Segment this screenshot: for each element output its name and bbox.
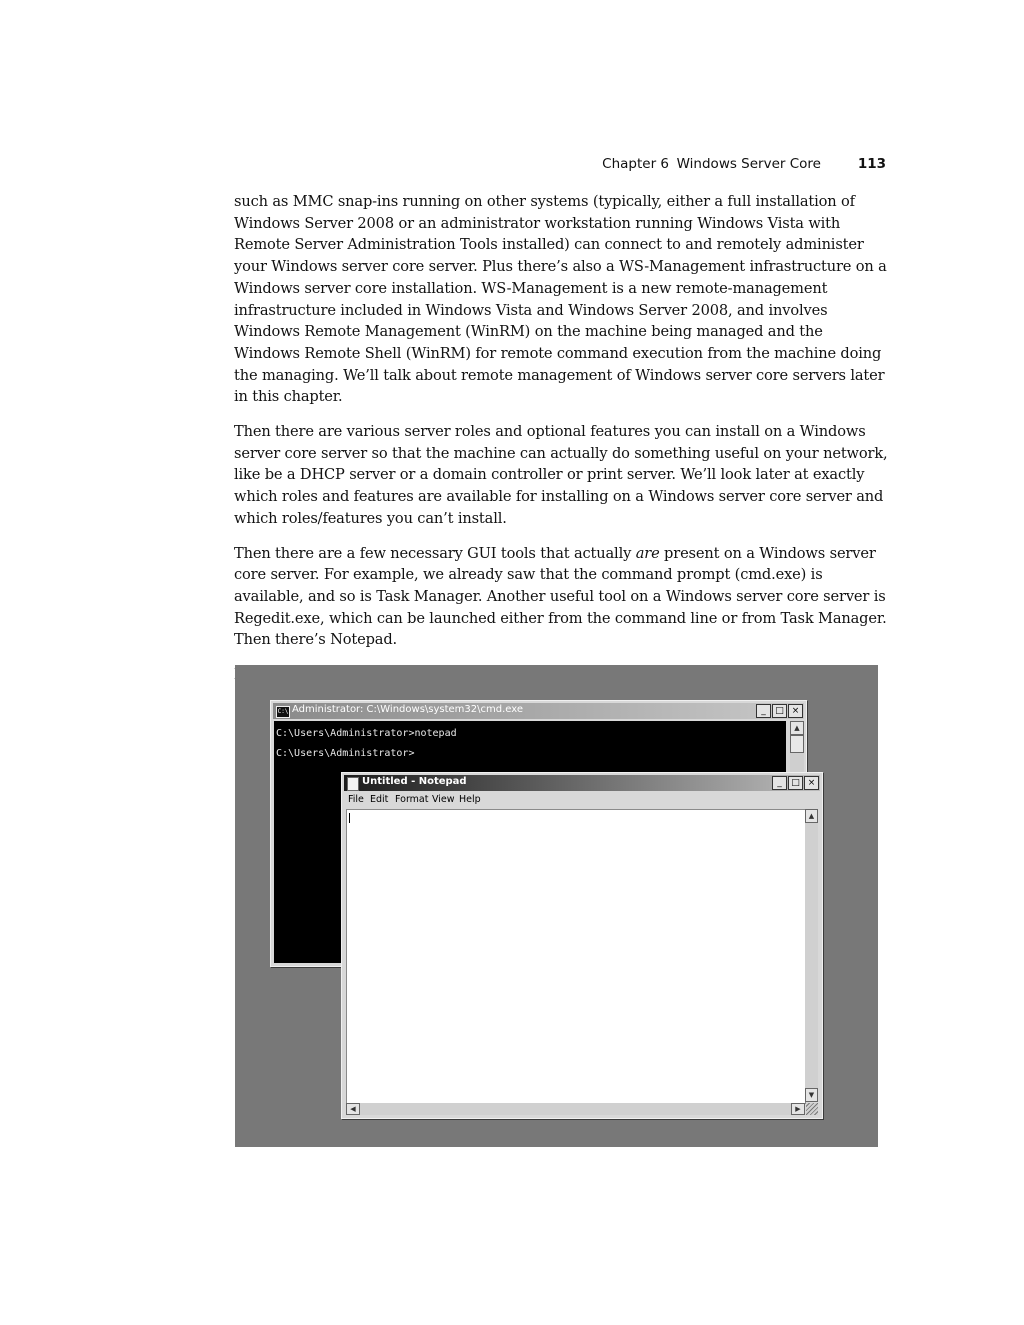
notepad-titlebar[interactable]: [344, 775, 820, 791]
menu-edit[interactable]: Edit: [370, 794, 389, 805]
chapter-label: Chapter 6: [602, 156, 669, 172]
running-head: [560, 156, 886, 176]
paragraph-3: [234, 543, 889, 652]
notepad-text-area[interactable]: [346, 809, 806, 1104]
cmd-close-button[interactable]: ×: [788, 704, 803, 718]
cmd-title: Administrator: C:\Windows\system32\cmd.exe: [292, 704, 524, 715]
notepad-scroll-down-button[interactable]: ▼: [805, 1088, 818, 1102]
cmd-scroll-up-button[interactable]: ▲: [790, 721, 804, 735]
paragraph-3-start: Then there are a few necessary GUI tools that actually: [234, 544, 636, 562]
cmd-titlebar[interactable]: [273, 703, 804, 719]
notepad-window-buttons: [771, 776, 819, 790]
paragraph-1: such as MMC snap-ins running on other systems (typically, either a full installation of Windows Server 2008 or an administrator workstation running Windows Vista with Remote Server Administration Tools installed) can connect to and remotely administer your Windows server core server. Plus there’s also a WS-Management infrastructure on a Windows server core installation. WS-Management is a new remote-management infrastructure included in Windows Vista and Windows Server 2008, and involves Windows Remote Management (WinRM) on the machine being managed and the Windows Remote Shell (WinRM) for remote command execution from the machine doing the managing. We’ll talk about remote management of Windows server core servers later in this chapter.: [234, 193, 887, 406]
text-caret: [349, 813, 350, 823]
paragraph-2: Then there are various server roles and optional features you can install on a Windows server core server so that the machine can actually do something useful on your network, like be a DHCP server or a domain controller or print server. We’ll look later at exactly which roles and features are available for installing on a Windows server core server and which roles/features you can’t install.: [234, 423, 888, 527]
cmd-window-buttons: [755, 704, 803, 718]
console-line-1: C:\Users\Administrator>notepad: [276, 728, 457, 739]
console-line-2: C:\Users\Administrator>: [276, 748, 415, 759]
notepad-menubar: [344, 792, 820, 808]
notepad-title: Untitled - Notepad: [362, 776, 467, 787]
body-text: [234, 191, 889, 699]
notepad-maximize-button[interactable]: □: [788, 776, 803, 790]
notepad-icon: [347, 777, 359, 791]
notepad-scroll-right-button[interactable]: ▶: [791, 1103, 805, 1115]
notepad-scroll-up-button[interactable]: ▲: [805, 809, 818, 823]
menu-file[interactable]: File: [348, 794, 364, 805]
cmd-minimize-button[interactable]: _: [756, 704, 771, 718]
notepad-minimize-button[interactable]: _: [772, 776, 787, 790]
screenshot-figure: [235, 665, 878, 1147]
notepad-close-button[interactable]: ×: [804, 776, 819, 790]
menu-format[interactable]: Format: [395, 794, 429, 805]
notepad-scroll-left-button[interactable]: ◀: [346, 1103, 360, 1115]
notepad-window[interactable]: [341, 772, 823, 1119]
cmd-icon: C:\: [276, 706, 290, 718]
cmd-scroll-thumb[interactable]: [790, 735, 804, 753]
menu-help[interactable]: Help: [459, 794, 481, 805]
menu-view[interactable]: View: [432, 794, 455, 805]
cmd-maximize-button[interactable]: □: [772, 704, 787, 718]
notepad-horizontal-scrollbar[interactable]: [346, 1103, 805, 1115]
resize-grip[interactable]: [806, 1103, 818, 1115]
notepad-vertical-scrollbar[interactable]: [805, 809, 818, 1102]
page-number: 113: [857, 156, 886, 172]
paragraph-3-end: present on a Windows server core server. For example, we already saw that the command prompt (cmd.exe) is available, and so is Task Manager. Another useful tool on a Windows server core server is Regedit.exe, which can be launched either from the command line or from Task Manager. Then there’s Notepad.: [234, 544, 887, 649]
emphasis-are: are: [635, 544, 660, 562]
chapter-title: Windows Server Core: [676, 156, 821, 172]
